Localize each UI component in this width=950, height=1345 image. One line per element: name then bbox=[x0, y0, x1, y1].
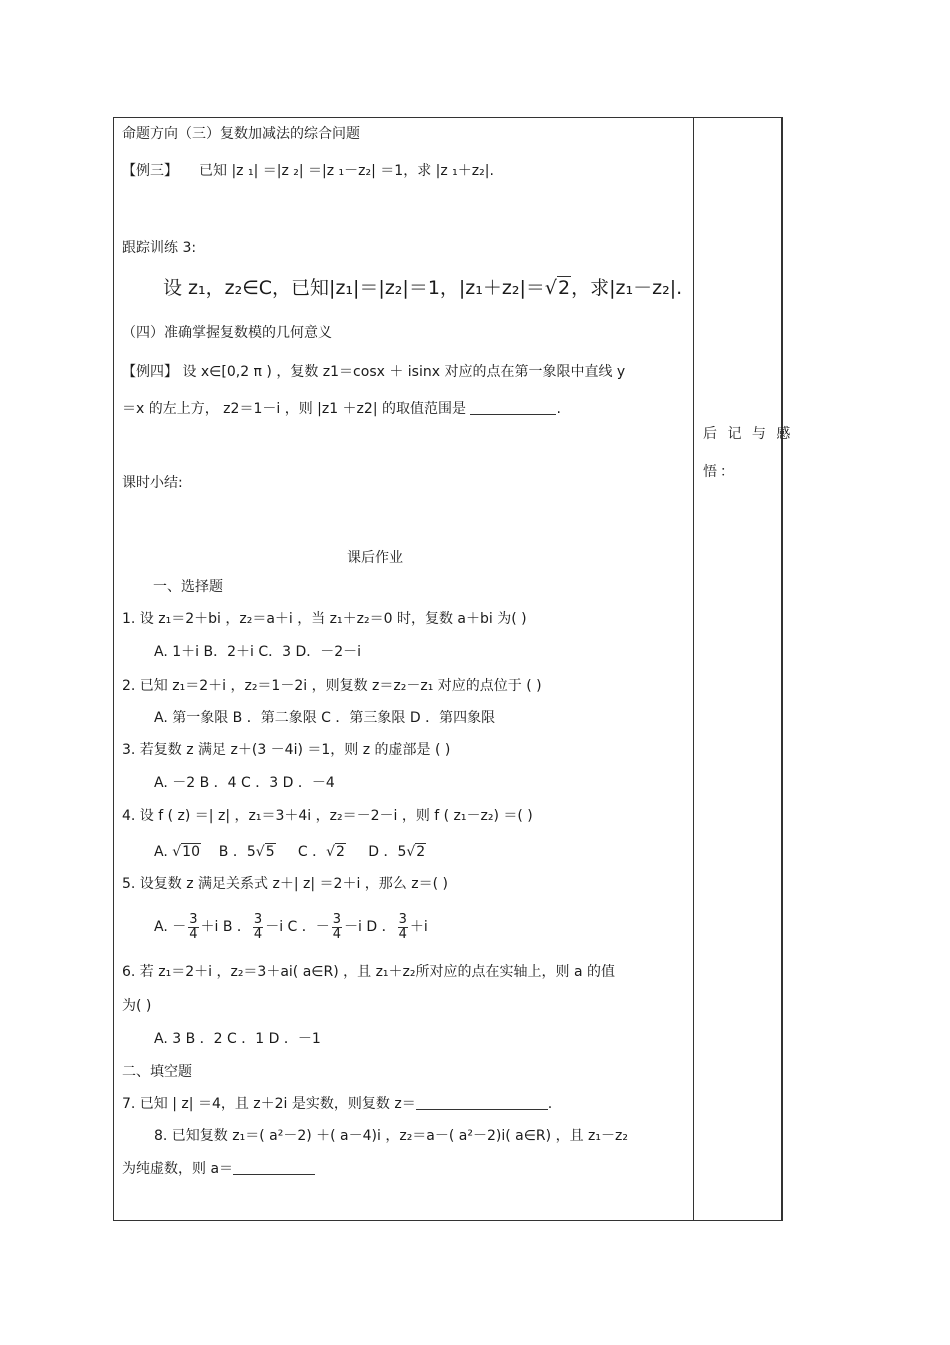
practice-question-part1: 设 z₁，z₂∈C，已知|z₁|＝|z₂|＝1，|z₁＋z₂|＝ bbox=[163, 277, 545, 299]
answer-blank bbox=[470, 400, 556, 415]
option-c-sqrt: √2 bbox=[326, 844, 345, 860]
fraction-a: $\frac{3}{4}$ bbox=[189, 911, 198, 942]
section-fill: 二、填空题 bbox=[122, 1064, 192, 1080]
question-3: 3. 若复数 z 满足 z＋(3 －4i) ＝1，则 z 的虚部是 ( ) bbox=[122, 742, 451, 758]
homework-title: 课后作业 bbox=[347, 550, 403, 566]
topic-heading-3: 命题方向（三）复数加减法的综合问题 bbox=[122, 126, 360, 142]
question-2-options: A. 第一象限 B ．第二象限 C ．第三象限 D ．第四象限 bbox=[154, 710, 496, 726]
sqrt-2: √2 bbox=[544, 277, 571, 299]
column-divider bbox=[693, 117, 694, 1221]
topic-heading-4: （四）准确掌握复数模的几何意义 bbox=[122, 325, 332, 341]
practice-question-part2: ，求|z₁－z₂|. bbox=[571, 277, 683, 299]
question-5: 5. 设复数 z 满足关系式 z＋| z| ＝2＋i ，那么 z＝( ) bbox=[122, 876, 448, 892]
question-4-options: A. √10 B ．5√5 C ．√2 D ．5√2 bbox=[154, 844, 426, 860]
example-3: 【例三】 已知 |z ₁| ＝|z ₂| ＝|z ₁－z₂| ＝1，求 |z ₁＋z₂|. bbox=[122, 163, 494, 179]
fraction-c: $\frac{3}{4}$ bbox=[332, 911, 342, 942]
question-3-options: A. －2 B ．4 C ．3 D ．－4 bbox=[154, 775, 335, 791]
notes-label: 后 记 与 感 bbox=[703, 426, 794, 442]
question-6-cont: 为( ) bbox=[122, 998, 152, 1014]
fraction-b: $\frac{3}{4}$ bbox=[253, 911, 263, 942]
example-4-line2: ＝x 的左上方， z2＝1－i ，则 |z1 ＋z2| 的取值范围是 . bbox=[122, 401, 561, 417]
notes-label-2: 悟： bbox=[703, 464, 737, 480]
question-7: 7. 已知 | z| ＝4，且 z＋2i 是实数，则复数 z＝ . bbox=[122, 1096, 553, 1112]
right-border bbox=[781, 117, 783, 1221]
option-d-sqrt: √2 bbox=[406, 844, 426, 860]
question-2: 2. 已知 z₁＝2＋i ，z₂＝1－2i ，则复数 z＝z₂－z₁ 对应的点位于 ( ) bbox=[122, 678, 542, 694]
answer-blank-8 bbox=[233, 1160, 315, 1175]
question-1-options: A. 1＋i B．2＋i C．3 D．－2－i bbox=[154, 644, 362, 660]
lesson-summary: 课时小结: bbox=[122, 475, 183, 491]
answer-blank-7 bbox=[416, 1095, 548, 1110]
option-a-sqrt: √10 bbox=[172, 844, 200, 860]
question-1: 1. 设 z₁＝2＋bi ，z₂＝a＋i ，当 z₁＋z₂＝0 时，复数 a＋bi 为( ) bbox=[122, 611, 527, 627]
question-6: 6. 若 z₁＝2＋i ，z₂＝3＋ai( a∈R) ，且 z₁＋z₂所对应的点在实轴上，则 a 的值 bbox=[122, 964, 615, 980]
question-4: 4. 设 f ( z) ＝| z| ，z₁＝3＋4i ，z₂＝－2－i ，则 f ( z₁－z₂) ＝( ) bbox=[122, 808, 533, 824]
question-6-options: A. 3 B ．2 C ．1 D ．－1 bbox=[154, 1031, 321, 1047]
fraction-d: $\frac{3}{4}$ bbox=[398, 911, 407, 942]
section-choice: 一、选择题 bbox=[153, 579, 223, 595]
question-8-cont: 为纯虚数，则 a＝ bbox=[122, 1159, 315, 1179]
question-8: 8. 已知复数 z₁＝( a²－2) ＋( a－4)i ，z₂＝a－( a²－2)i( a∈R) ，且 z₁－z₂ bbox=[154, 1128, 628, 1144]
option-b-sqrt: √5 bbox=[255, 844, 275, 860]
question-5-options: A. － $\frac{3}{4}$ ＋i B ． $\frac{3}{4}$ －i C ．－ $\frac{3}{4}$ －i D ． $\frac{3}{4}$ ＋i bbox=[154, 911, 428, 942]
practice-question bbox=[163, 275, 682, 301]
practice-label: 跟踪训练 3: bbox=[122, 240, 197, 256]
example-4-line1: 【例四】 设 x∈[0,2 π ) ，复数 z1＝cosx ＋ isinx 对应的点在第一象限中直线 y bbox=[122, 364, 626, 380]
